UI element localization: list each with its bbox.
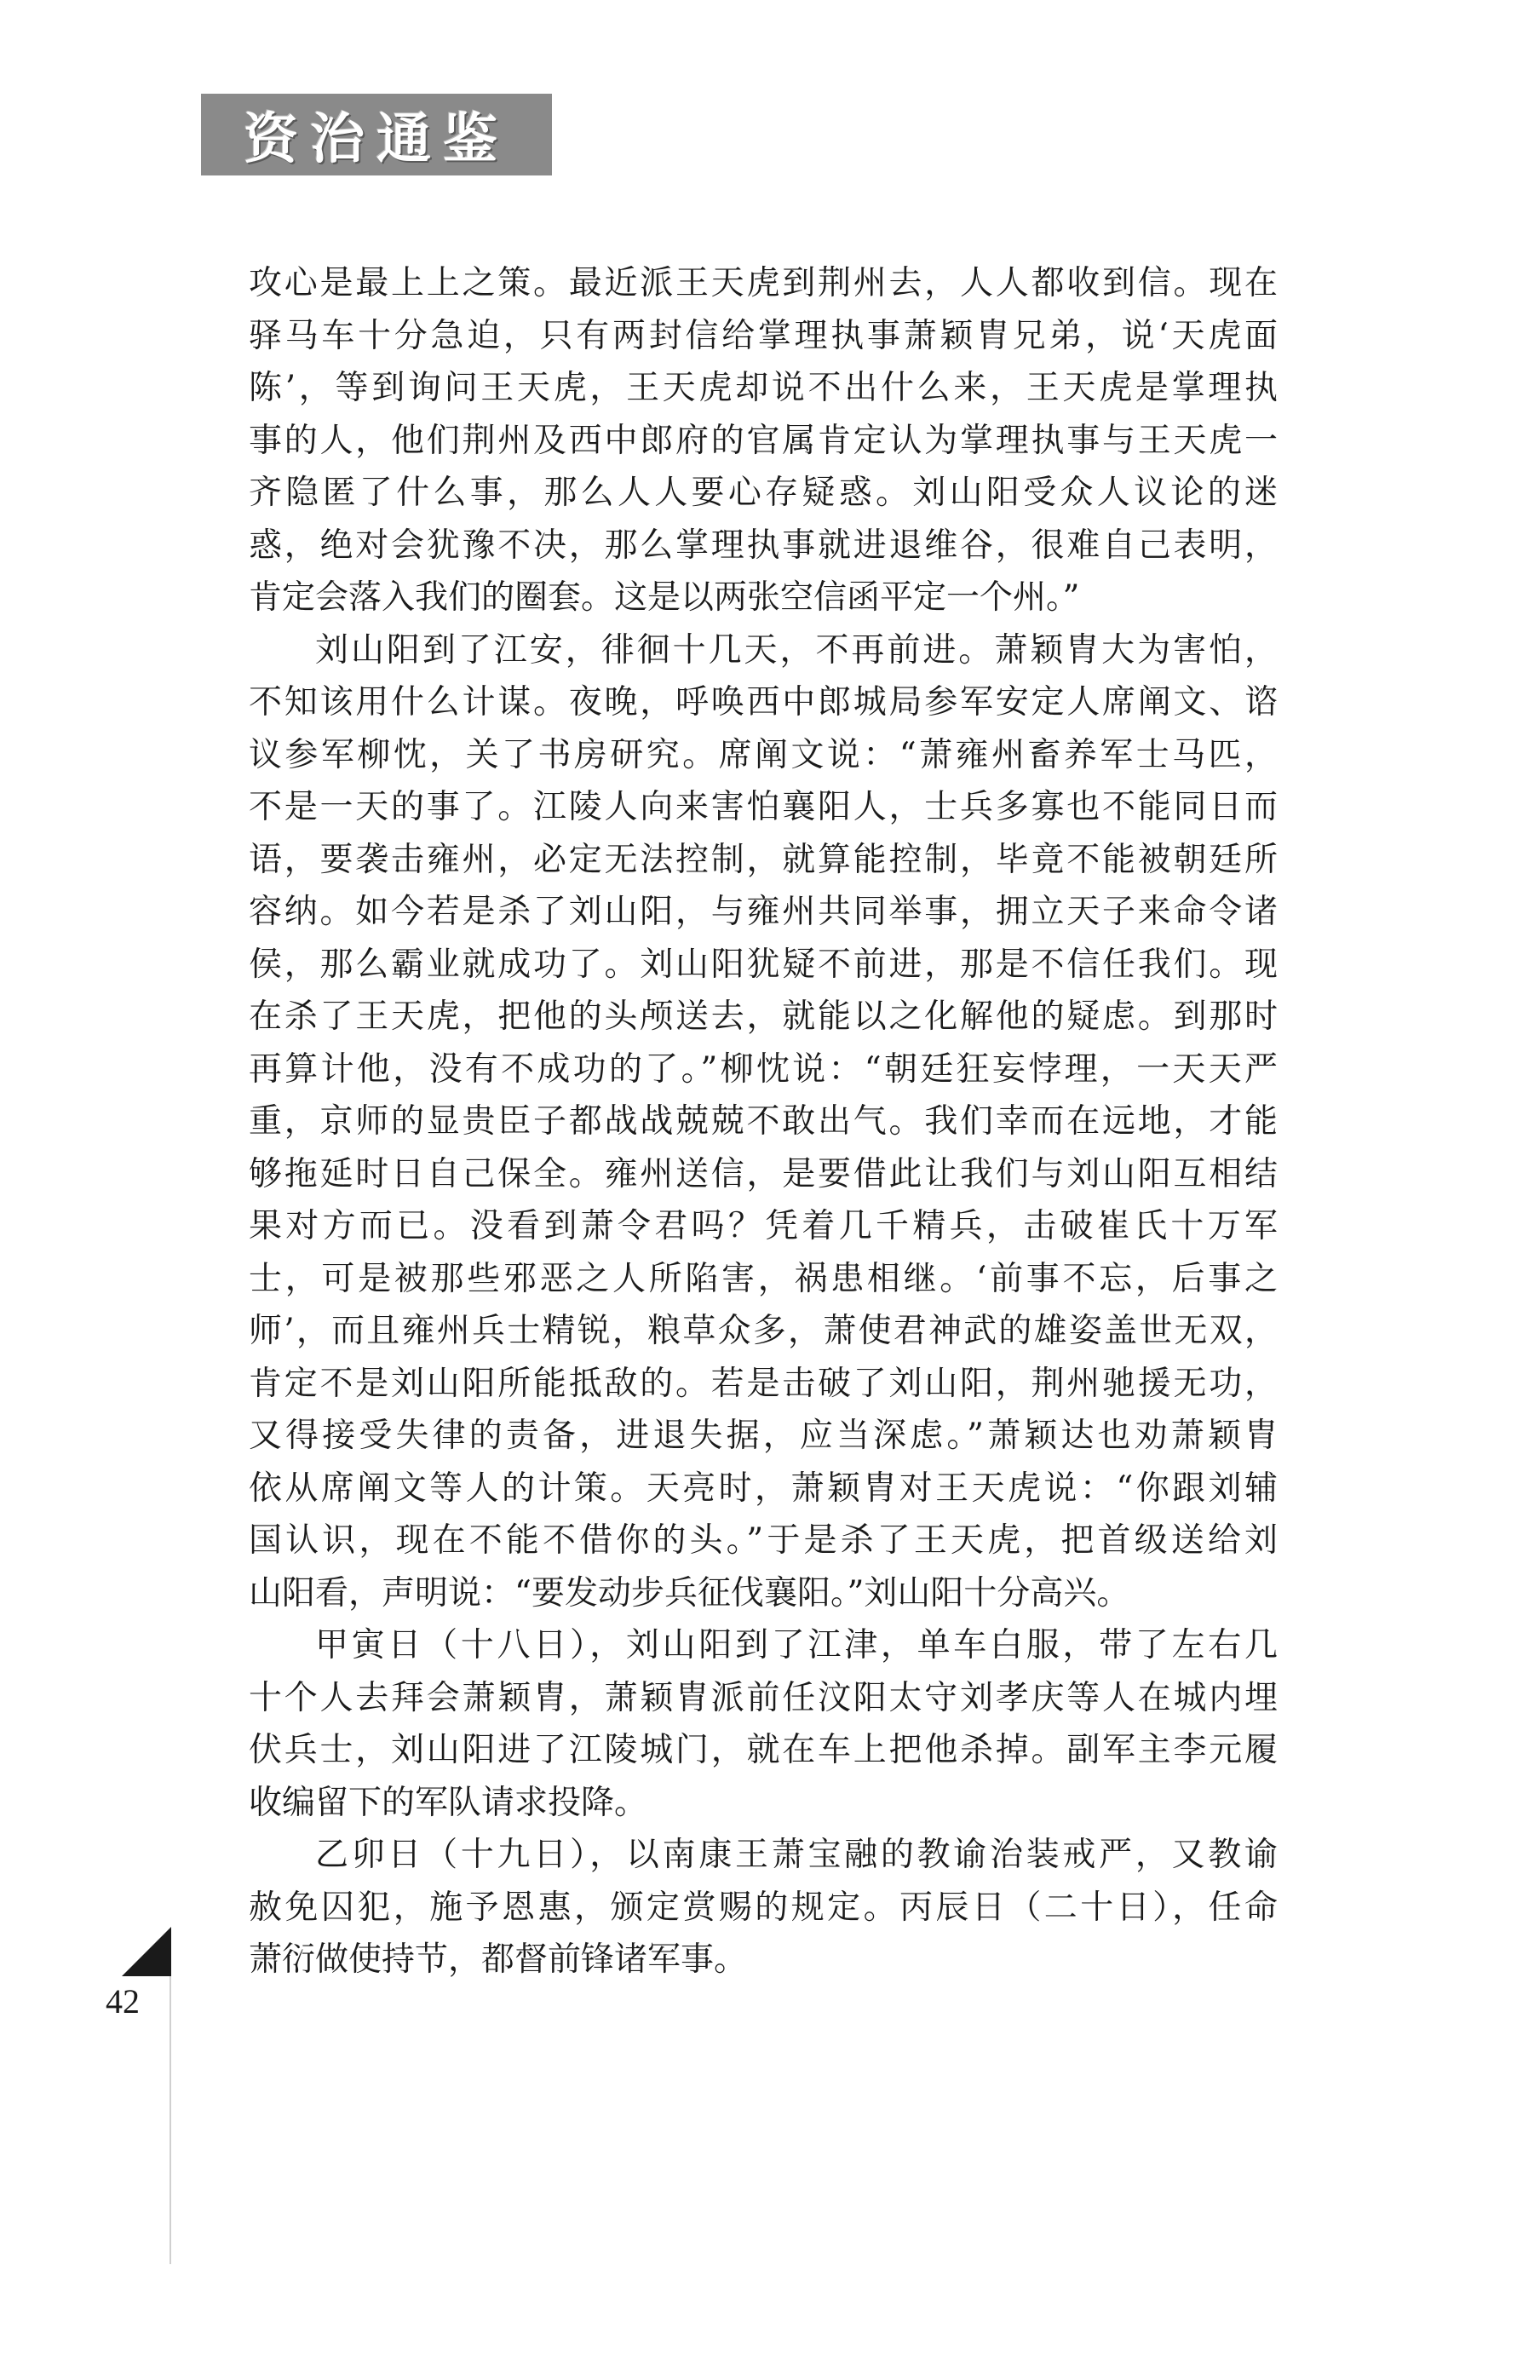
text-line: 重，京师的显贵臣子都战战兢兢不敢出气。我们幸而在远地，才能 [249, 1102, 1278, 1141]
text-line: 山阳看，声明说：“要发动步兵征伐襄阳。”刘山阳十分高兴。 [249, 1573, 1130, 1613]
text-line: 语，要袭击雍州，必定无法控制，就算能控制，毕竟不能被朝廷所 [249, 840, 1278, 879]
text-line: 又得接受失律的责备，进退失据，应当深虑。”萧颖达也劝萧颖胄 [249, 1417, 1278, 1455]
text-line: 收编留下的军队请求投降。 [249, 1783, 648, 1822]
text-line: 果对方而已。没看到萧令君吗？凭着几千精兵，击破崔氏十万军 [249, 1207, 1278, 1245]
text-line: 攻心是最上上之策。最近派王天虎到荆州去，人人都收到信。现在 [249, 264, 1278, 302]
text-line: 十个人去拜会萧颖胄，萧颖胄派前任汶阳太守刘孝庆等人在城内埋 [249, 1678, 1278, 1717]
paragraph [249, 1829, 1278, 1986]
text-line: 甲寅日（十八日），刘山阳到了江津，单车白服，带了左右几 [315, 1626, 1278, 1664]
book-title: 资治通鉴 [244, 108, 509, 171]
page-number: 42 [106, 1982, 140, 2021]
text-line: 乙卯日（十九日），以南康王萧宝融的教谕治装戒严，又教谕 [315, 1836, 1278, 1874]
book-title-banner [201, 94, 552, 175]
text-line: 在杀了王天虎，把他的头颅送去，就能以之化解他的疑虑。到那时 [249, 997, 1278, 1036]
text-line: 萧衍做使持节，都督前锋诸军事。 [249, 1940, 748, 1979]
text-line: 国认识，现在不能不借你的头。”于是杀了王天虎，把首级送给刘 [249, 1521, 1278, 1560]
text-line: 驿马车十分急迫，只有两封信给掌理执事萧颖胄兄弟，说‘天虎面 [249, 316, 1278, 355]
text-line: 齐隐匿了什么事，那么人人要心存疑惑。刘山阳受众人议论的迷 [249, 474, 1278, 512]
text-line: 依从席阐文等人的计策。天亮时，萧颖胄对王天虎说：“你跟刘辅 [249, 1469, 1278, 1508]
page-corner-mark [122, 1927, 171, 1976]
text-line: 肯定不是刘山阳所能抵敌的。若是击破了刘山阳，荆州驰援无功， [249, 1364, 1278, 1403]
page-margin-rule [170, 1976, 171, 2264]
text-line: 陈’，等到询问王天虎，王天虎却说不出什么来，王天虎是掌理执 [249, 369, 1278, 407]
text-line: 刘山阳到了江安，徘徊十几天，不再前进。萧颖胄大为害怕， [315, 630, 1278, 670]
text-line: 不是一天的事了。江陵人向来害怕襄阳人，士兵多寡也不能同日而 [249, 788, 1278, 826]
text-line: 议参军柳忱，关了书房研究。席阐文说：“萧雍州畜养军士马匹， [249, 735, 1278, 774]
text-line: 事的人，他们荆州及西中郎府的官属肯定认为掌理执事与王天虎一 [249, 421, 1278, 460]
paragraph [249, 624, 1278, 1620]
text-line: 肯定会落入我们的圈套。这是以两张空信函平定一个州。” [249, 578, 1080, 617]
text-line: 赦免囚犯，施予恩惠，颁定赏赐的规定。丙辰日（二十日），任命 [249, 1888, 1278, 1927]
text-line: 师’，而且雍州兵士精锐，粮草众多，萧使君神武的雄姿盖世无双， [249, 1312, 1278, 1350]
text-line: 不知该用什么计谋。夜晚，呼唤西中郎城局参军安定人席阐文、谘 [249, 683, 1278, 721]
text-line: 容纳。如今若是杀了刘山阳，与雍州共同举事，拥立天子来命令诸 [249, 893, 1278, 931]
body-text [249, 257, 1278, 1986]
text-line: 侯，那么霸业就成功了。刘山阳犹疑不前进，那是不信任我们。现 [249, 945, 1278, 984]
paragraph [249, 257, 1278, 624]
text-line: 士，可是被那些邪恶之人所陷害，祸患相继。‘前事不忘，后事之 [249, 1259, 1278, 1298]
text-line: 惑，绝对会犹豫不决，那么掌理执事就进退维谷，很难自己表明， [249, 526, 1278, 565]
text-line: 再算计他，没有不成功的了。”柳忱说：“朝廷狂妄悖理，一天天严 [249, 1049, 1278, 1089]
paragraph [249, 1619, 1278, 1829]
text-line: 伏兵士，刘山阳进了江陵城门，就在车上把他杀掉。副军主李元履 [249, 1731, 1278, 1769]
text-line: 够拖延时日自己保全。雍州送信，是要借此让我们与刘山阳互相结 [249, 1154, 1278, 1193]
